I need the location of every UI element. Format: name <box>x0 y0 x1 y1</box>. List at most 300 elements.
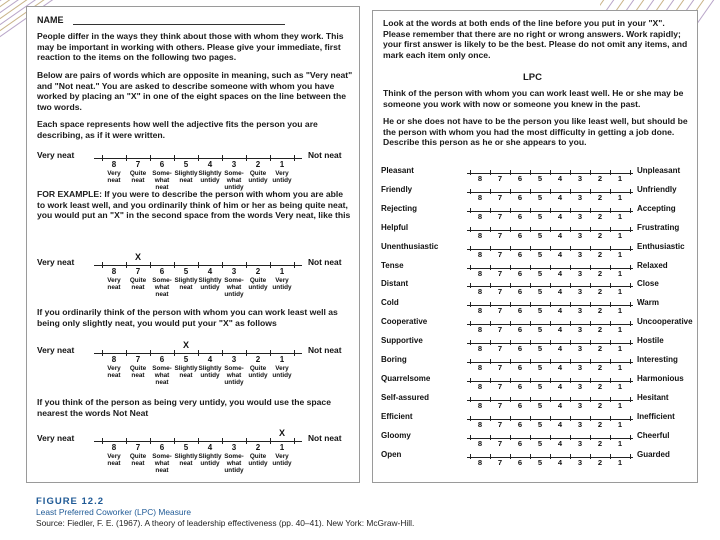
pairs-paragraph: Below are pairs of words which are opposite in meaning, such as "Very neat" and "Not neat." You are asked to describe someone with whom you have worked by placing an "X" in one of the eight spaces on the line between the two words. <box>37 70 353 113</box>
scale-number: 5 <box>183 160 189 169</box>
lpc-scale-tick <box>590 416 591 421</box>
scale-number: 4 <box>207 160 213 169</box>
lpc-scale-tick <box>490 189 491 194</box>
lpc-scale-tick <box>630 265 631 270</box>
lpc-scale-number: 5 <box>537 174 543 183</box>
scale-descriptor: Very untidy <box>272 170 292 184</box>
lpc-scale-number: 3 <box>577 306 583 316</box>
scale-number: 7 <box>135 160 141 169</box>
lpc-scale-tick <box>550 321 551 326</box>
lpc-scale-number: 4 <box>557 400 563 410</box>
scale-number: 5 <box>183 443 189 452</box>
scale-number: 2 <box>255 443 261 452</box>
lpc-scale-tick <box>510 302 511 307</box>
lpc-scale-tick <box>590 208 591 213</box>
lpc-scale-number: 7 <box>497 419 503 429</box>
lpc-scale-number: 4 <box>557 287 563 297</box>
lpc-scale-tick <box>490 340 491 345</box>
lpc-scale-number: 5 <box>537 249 543 259</box>
lpc-scale-number: 3 <box>577 438 583 448</box>
lpc-scale-number: 7 <box>497 287 503 297</box>
lpc-scale-number: 1 <box>617 192 623 202</box>
lpc-scale-tick <box>610 265 611 270</box>
lpc-scale-tick <box>470 397 471 402</box>
lpc-scale-tick <box>470 265 471 270</box>
lpc-scale-number: 8 <box>477 400 483 410</box>
lpc-scale-number: 1 <box>617 457 623 467</box>
lpc-scale-number: 6 <box>517 400 523 410</box>
lpc-scale-tick <box>490 283 491 288</box>
lpc-scale-tick <box>470 170 471 175</box>
lpc-scale-tick <box>530 227 531 232</box>
lpc-scale-tick <box>470 340 471 345</box>
figure-number: FIGURE 12.2 <box>36 496 105 507</box>
lpc-scale-tick <box>510 321 511 326</box>
lpc-scale-tick <box>470 454 471 459</box>
scale-number: 2 <box>255 267 261 276</box>
lpc-scale-tick <box>590 302 591 307</box>
lpc-scale-number: 7 <box>497 306 503 316</box>
lpc-item-left-label: Distant <box>381 279 409 289</box>
lpc-scale-number: 8 <box>477 438 483 448</box>
lpc-scale-number: 3 <box>577 211 583 221</box>
lpc-scale-number: 7 <box>497 174 503 183</box>
lpc-scale-tick <box>510 340 511 345</box>
space-paragraph: Each space represents how well the adjective fits the person you are describing, as if it were written. <box>37 119 318 140</box>
lpc-scale-tick <box>570 170 571 175</box>
scale-tick <box>270 262 271 268</box>
scale-descriptor: Very neat <box>107 277 121 291</box>
lpc-scale-tick <box>610 321 611 326</box>
lpc-scale-tick <box>610 170 611 175</box>
lpc-scale-number: 2 <box>597 174 603 183</box>
scale-number: 7 <box>135 443 141 452</box>
lpc-scale-tick <box>590 227 591 232</box>
scale-right-label: Not neat <box>308 150 342 160</box>
lpc-scale-tick <box>490 359 491 364</box>
lpc-item-right-label: Unfriendly <box>637 184 677 194</box>
scale-tick <box>294 155 295 161</box>
lpc-scale-tick <box>530 454 531 459</box>
lpc-scale-tick <box>530 378 531 383</box>
lpc-scale-number: 7 <box>497 211 503 221</box>
scale-number: 6 <box>159 267 165 276</box>
very-untidy-paragraph: If you think of the person as being very untidy, you would use the space nearest the words Not Neat <box>37 397 331 418</box>
lpc-scale-number: 2 <box>597 230 603 240</box>
lpc-scale-tick <box>550 283 551 288</box>
scale-number: 8 <box>111 160 117 169</box>
lpc-scale-tick <box>610 397 611 402</box>
scale-descriptor: Very neat <box>107 453 121 467</box>
lpc-scale-tick <box>530 283 531 288</box>
lpc-item-right-label: Guarded <box>637 449 670 459</box>
scale-tick <box>198 155 199 161</box>
scale-descriptor: Some-what untidy <box>224 453 244 474</box>
lpc-item-right-label: Accepting <box>637 203 676 213</box>
lpc-scale-tick <box>550 227 551 232</box>
lpc-scale-number: 1 <box>617 438 623 448</box>
scale-right-label: Not neat <box>308 257 342 267</box>
scale-descriptor: Slightly untidy <box>198 453 222 467</box>
lpc-scale-tick <box>590 189 591 194</box>
lpc-scale-tick <box>530 302 531 307</box>
scale-number: 5 <box>183 267 189 276</box>
lpc-scale-number: 3 <box>577 457 583 467</box>
lpc-scale-tick <box>470 227 471 232</box>
lpc-scale-tick <box>550 340 551 345</box>
lpc-scale-tick <box>590 321 591 326</box>
lpc-scale-tick <box>470 321 471 326</box>
lpc-scale-number: 6 <box>517 306 523 316</box>
lpc-scale-tick <box>490 170 491 175</box>
lpc-scale-tick <box>610 208 611 213</box>
lpc-scale-number: 8 <box>477 325 483 335</box>
lpc-scale-number: 7 <box>497 344 503 354</box>
figure-subtitle: Least Preferred Coworker (LPC) Measure <box>36 507 191 517</box>
scale-descriptor: Quite neat <box>129 365 147 379</box>
lpc-scale-number: 5 <box>537 400 543 410</box>
lpc-scale-number: 3 <box>577 192 583 202</box>
lpc-scale-number: 6 <box>517 363 523 372</box>
lpc-scale-number: 2 <box>597 400 603 410</box>
scale-tick <box>150 155 151 161</box>
scale-tick <box>198 350 199 356</box>
lpc-item-left-label: Self-assured <box>381 392 430 402</box>
scale-left-label: Very neat <box>37 433 75 443</box>
lpc-scale-tick <box>530 340 531 345</box>
scale-number: 2 <box>255 160 261 169</box>
scale-tick <box>222 155 223 161</box>
scale-number: 3 <box>231 355 237 364</box>
lpc-scale-tick <box>570 378 571 383</box>
lpc-scale-tick <box>530 435 531 440</box>
scale-number: 2 <box>255 355 261 364</box>
lpc-scale-number: 5 <box>537 363 543 372</box>
scale-number: 3 <box>231 160 237 169</box>
lpc-scale-number: 4 <box>557 457 563 467</box>
scale-descriptor: Very untidy <box>272 365 292 379</box>
lpc-scale-tick <box>470 416 471 421</box>
lpc-scale-number: 3 <box>577 287 583 297</box>
lpc-item-left-label: Friendly <box>381 184 413 194</box>
lpc-scale-number: 5 <box>537 306 543 316</box>
scale-number: 5 <box>183 355 189 364</box>
lpc-scale-number: 1 <box>617 363 623 372</box>
lpc-scale-tick <box>590 359 591 364</box>
lpc-scale-tick <box>530 246 531 251</box>
scale-number: 1 <box>279 160 285 169</box>
lpc-scale-number: 7 <box>497 457 503 467</box>
describe-paragraph: He or she does not have to be the person you like least well, but should be the person with whom you had the most difficulty in getting a job done. Describe this person as he or she appears to you. <box>383 116 688 148</box>
lpc-scale-tick <box>570 435 571 440</box>
scale-right-label: Not neat <box>308 345 342 355</box>
lpc-scale-number: 2 <box>597 419 603 429</box>
name-label: NAME <box>37 15 64 25</box>
lpc-item-left-label: Pleasant <box>381 166 414 175</box>
lpc-scale-number: 7 <box>497 363 503 372</box>
lpc-scale-number: 7 <box>497 268 503 278</box>
scale-descriptor: Some-what untidy <box>224 365 244 386</box>
lpc-scale-number: 2 <box>597 287 603 297</box>
scale-descriptor: Quite untidy <box>248 277 268 291</box>
lpc-scale-number: 4 <box>557 438 563 448</box>
lpc-item-right-label: Harmonious <box>637 373 684 383</box>
lpc-scale-tick <box>590 435 591 440</box>
scale-tick <box>222 350 223 356</box>
lpc-scale-number: 8 <box>477 249 483 259</box>
lpc-scale-tick <box>510 378 511 383</box>
scale-number: 8 <box>111 443 117 452</box>
lpc-scale-number: 6 <box>517 192 523 202</box>
lpc-scale-tick <box>510 416 511 421</box>
lpc-item-left-label: Helpful <box>381 222 409 232</box>
lpc-scale-tick <box>510 265 511 270</box>
lpc-scale-number: 2 <box>597 306 603 316</box>
lpc-scale-tick <box>630 246 631 251</box>
lpc-scale-tick <box>530 321 531 326</box>
scale-tick <box>246 350 247 356</box>
lpc-scale-number: 3 <box>577 344 583 354</box>
scale-tick <box>102 350 103 356</box>
scale-descriptor: Quite untidy <box>248 453 268 467</box>
lpc-scale-number: 6 <box>517 174 523 183</box>
scale-number: 6 <box>159 443 165 452</box>
lpc-scale-number: 1 <box>617 268 623 278</box>
lpc-scale-tick <box>610 302 611 307</box>
lpc-scale-tick <box>530 189 531 194</box>
lpc-scale-tick <box>510 454 511 459</box>
lpc-item-right-label: Relaxed <box>637 260 668 270</box>
lpc-scale-number: 3 <box>577 363 583 372</box>
lpc-scale-number: 8 <box>477 192 483 202</box>
scale-number: 8 <box>111 355 117 364</box>
scale-tick <box>198 438 199 444</box>
scale-tick <box>174 350 175 356</box>
lpc-scale-number: 2 <box>597 344 603 354</box>
lpc-scale-number: 8 <box>477 268 483 278</box>
lpc-item-left-label: Cooperative <box>381 317 428 327</box>
scale-tick <box>270 350 271 356</box>
lpc-scale-number: 5 <box>537 192 543 202</box>
lpc-scale-tick <box>530 170 531 175</box>
lpc-scale-tick <box>610 246 611 251</box>
lpc-scale-tick <box>550 378 551 383</box>
scale-tick <box>294 438 295 444</box>
lpc-scale-number: 4 <box>557 325 563 335</box>
lpc-scale-tick <box>590 170 591 175</box>
scale-tick <box>246 155 247 161</box>
scale-descriptor: Slightly untidy <box>198 277 222 291</box>
lpc-scale-tick <box>570 397 571 402</box>
lpc-scale-tick <box>590 265 591 270</box>
lpc-scale-number: 2 <box>597 457 603 467</box>
lpc-scale-number: 8 <box>477 230 483 240</box>
scale-descriptor: Quite neat <box>129 453 147 467</box>
lpc-item-left-label: Supportive <box>381 336 423 346</box>
lpc-scale-number: 2 <box>597 211 603 221</box>
lpc-scale-tick <box>510 227 511 232</box>
scale-descriptor: Very untidy <box>272 453 292 467</box>
lpc-item-right-label: Inefficient <box>637 411 675 421</box>
lpc-scale-tick <box>610 378 611 383</box>
scale-tick <box>102 438 103 444</box>
scale-descriptor: Slightly untidy <box>198 170 222 184</box>
lpc-scale-tick <box>590 283 591 288</box>
instructions-paragraph: Look at the words at both ends of the line before you put in your "X". Please remember that there are no right or wrong answers. Work rapidly; your first answer is likely to be the best. Please do not omit any items, and mark each item only once. <box>383 18 688 61</box>
lpc-scale-number: 6 <box>517 249 523 259</box>
scale-descriptor: Some-what untidy <box>224 277 244 298</box>
lpc-scale-number: 8 <box>477 174 483 183</box>
lpc-scale-tick <box>570 246 571 251</box>
least-preferred-paragraph: Think of the person with whom you can work least well. He or she may be someone you work with now or someone you knew in the past. <box>383 88 684 109</box>
lpc-scale-tick <box>550 302 551 307</box>
lpc-questionnaire-page <box>372 10 698 483</box>
lpc-scale-number: 3 <box>577 419 583 429</box>
lpc-scale-number: 8 <box>477 363 483 372</box>
lpc-scale-number: 6 <box>517 381 523 391</box>
lpc-scale-tick <box>530 265 531 270</box>
scale-number: 4 <box>207 355 213 364</box>
lpc-scale-number: 8 <box>477 419 483 429</box>
lpc-scale-tick <box>630 283 631 288</box>
lpc-item-left-label: Quarrelsome <box>381 373 431 383</box>
scale-number: 7 <box>135 355 141 364</box>
lpc-scale-tick <box>510 170 511 175</box>
lpc-scale-tick <box>490 227 491 232</box>
scale-tick <box>174 262 175 268</box>
lpc-scale-tick <box>490 397 491 402</box>
lpc-scale-number: 3 <box>577 174 583 183</box>
lpc-scale-tick <box>470 246 471 251</box>
scale-tick <box>126 262 127 268</box>
scale-tick <box>174 155 175 161</box>
lpc-scale-number: 8 <box>477 344 483 354</box>
lpc-scale-tick <box>490 302 491 307</box>
lpc-scale-tick <box>510 359 511 364</box>
lpc-scale-tick <box>510 397 511 402</box>
scale-tick <box>174 438 175 444</box>
lpc-scale-tick <box>630 435 631 440</box>
scale-left-label: Very neat <box>37 345 75 355</box>
lpc-item-left-label: Efficient <box>381 411 413 421</box>
lpc-item-right-label: Warm <box>637 298 659 308</box>
lpc-scale-tick <box>490 454 491 459</box>
lpc-scale-number: 2 <box>597 325 603 335</box>
lpc-scale-number: 5 <box>537 211 543 221</box>
scale-tick <box>222 438 223 444</box>
lpc-scale-number: 8 <box>477 211 483 221</box>
lpc-scale-number: 4 <box>557 174 563 183</box>
lpc-heading: LPC <box>523 72 542 83</box>
lpc-scale-number: 6 <box>517 419 523 429</box>
lpc-scale-tick <box>610 227 611 232</box>
lpc-scale-tick <box>570 454 571 459</box>
scale-tick <box>222 262 223 268</box>
scale-descriptor: Some-what neat <box>152 170 172 191</box>
lpc-scale-number: 7 <box>497 249 503 259</box>
scale-descriptor: Some-what neat <box>152 453 172 474</box>
lpc-scale-tick <box>630 227 631 232</box>
lpc-scale-number: 1 <box>617 419 623 429</box>
scale-tick <box>150 438 151 444</box>
slightly-neat-paragraph: If you ordinarily think of the person with whom you can work least well as being only slightly neat, you would put your "X" as follows <box>37 307 338 328</box>
lpc-item-left-label: Open <box>381 449 402 459</box>
scale-tick <box>294 350 295 356</box>
lpc-scale-number: 3 <box>577 230 583 240</box>
lpc-scale-number: 6 <box>517 211 523 221</box>
lpc-item-left-label: Gloomy <box>381 430 411 440</box>
lpc-scale-tick <box>490 416 491 421</box>
scale-descriptor: Very neat <box>107 365 121 379</box>
lpc-scale-number: 4 <box>557 230 563 240</box>
lpc-scale-number: 3 <box>577 268 583 278</box>
lpc-scale-number: 4 <box>557 306 563 316</box>
lpc-scale-number: 4 <box>557 268 563 278</box>
scale-tick <box>150 262 151 268</box>
scale-tick <box>102 262 103 268</box>
lpc-scale-number: 5 <box>537 457 543 467</box>
scale-descriptor: Quite neat <box>129 277 147 291</box>
lpc-scale-number: 1 <box>617 306 623 316</box>
lpc-scale-tick <box>590 454 591 459</box>
lpc-scale-tick <box>570 283 571 288</box>
lpc-scale-number: 2 <box>597 438 603 448</box>
lpc-scale-number: 2 <box>597 381 603 391</box>
lpc-scale-tick <box>550 189 551 194</box>
lpc-scale-number: 4 <box>557 381 563 391</box>
lpc-scale-number: 6 <box>517 287 523 297</box>
lpc-scale-number: 7 <box>497 381 503 391</box>
lpc-scale-tick <box>630 321 631 326</box>
lpc-scale-number: 3 <box>577 400 583 410</box>
lpc-item-right-label: Frustrating <box>637 222 680 232</box>
scale-descriptor: Very untidy <box>272 277 292 291</box>
name-input-line[interactable] <box>73 24 285 25</box>
scale-descriptor: Some-what neat <box>152 365 172 386</box>
figure-caption <box>36 496 414 529</box>
scale-number: 6 <box>159 355 165 364</box>
lpc-scale-number: 7 <box>497 192 503 202</box>
lpc-scale-tick <box>570 416 571 421</box>
lpc-scale-tick <box>590 246 591 251</box>
scale-descriptor: Quite untidy <box>248 170 268 184</box>
lpc-scale-tick <box>550 170 551 175</box>
lpc-scale-tick <box>630 189 631 194</box>
lpc-scale-number: 8 <box>477 306 483 316</box>
scale-descriptor: Slightly neat <box>174 453 198 467</box>
lpc-scale-number: 5 <box>537 438 543 448</box>
lpc-scale-tick <box>630 397 631 402</box>
lpc-scale-number: 1 <box>617 287 623 297</box>
lpc-scale-number: 2 <box>597 363 603 372</box>
lpc-scale-tick <box>610 189 611 194</box>
lpc-scale-number: 6 <box>517 344 523 354</box>
scale-number: 7 <box>135 267 141 276</box>
lpc-scale-tick <box>470 283 471 288</box>
lpc-scale-tick <box>470 302 471 307</box>
lpc-scale-number: 8 <box>477 457 483 467</box>
scale-tick <box>198 262 199 268</box>
lpc-scale-tick <box>630 359 631 364</box>
lpc-item-right-label: Uncooperative <box>637 317 693 327</box>
lpc-scale-number: 5 <box>537 325 543 335</box>
scale-number: 3 <box>231 443 237 452</box>
lpc-scale-tick <box>510 246 511 251</box>
lpc-scale-number: 7 <box>497 325 503 335</box>
scale-tick <box>126 438 127 444</box>
lpc-scale-tick <box>570 321 571 326</box>
lpc-item-right-label: Cheerful <box>637 430 670 440</box>
